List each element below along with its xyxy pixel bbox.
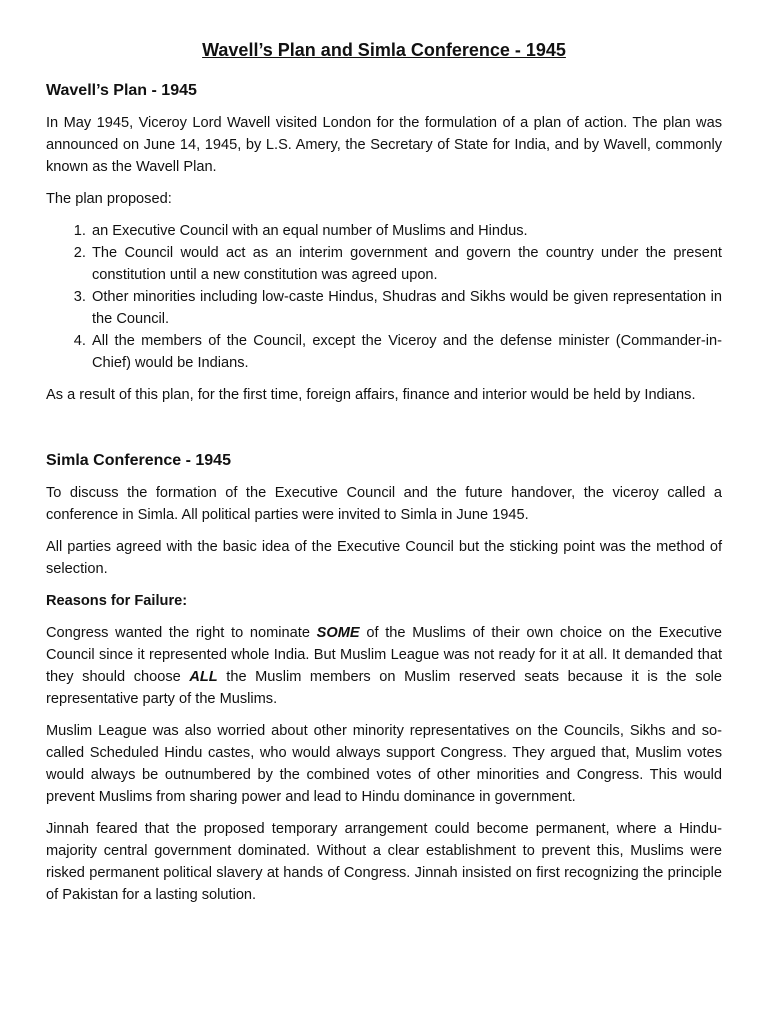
list-item: 3. Other minorities including low-caste Hindus, Shudras and Sikhs would be given representation in the Council.: [90, 286, 722, 330]
document-title: Wavell’s Plan and Simla Conference - 1945: [202, 40, 566, 60]
emphasis-some: SOME: [316, 625, 360, 641]
plan-proposals-list: [46, 220, 722, 374]
list-item: 4. All the members of the Council, except the Viceroy and the defense minister (Commander-in-Chief) would be Indians.: [90, 330, 722, 374]
wavell-plan-section: [46, 80, 722, 406]
emphasis-all: ALL: [189, 669, 218, 685]
simla-paragraph-5: Jinnah feared that the proposed temporary arrangement could become permanent, where a Hindu-majority central government dominated. Without a clear establishment to prevent this, Muslims were risked permanent political slavery at hands of Congress. Jinnah insisted on first recognizing the principle of Pakistan for a lasting solution.: [46, 821, 722, 903]
simla-paragraph-3: [46, 622, 722, 710]
simla-paragraph-1: To discuss the formation of the Executive Council and the future handover, the viceroy called a conference in Simla. All political parties were invited to Simla in June 1945.: [46, 485, 722, 523]
wavell-intro-paragraph: In May 1945, Viceroy Lord Wavell visited London for the formulation of a plan of action. The plan was announced on June 14, 1945, by L.S. Amery, the Secretary of State for India, and by Wavell, commonly known as the Wavell Plan.: [46, 115, 722, 175]
wavell-plan-heading: Wavell’s Plan - 1945: [46, 82, 197, 99]
reasons-for-failure-label: Reasons for Failure:: [46, 593, 188, 609]
list-item: 1. an Executive Council with an equal number of Muslims and Hindus.: [90, 220, 722, 242]
text-run: Congress wanted the right to nominate: [46, 625, 317, 641]
plan-proposed-label: The plan proposed:: [46, 191, 172, 207]
text-run: the Muslim members on Muslim reserved seats because it is the sole representative party of the Muslims.: [46, 669, 722, 707]
text-run: of the Muslims of their own choice on the Executive Council since it represented whole India. But Muslim League was not ready for it at all. It demanded that they should choose: [46, 625, 722, 685]
wavell-result-paragraph: As a result of this plan, for the first time, foreign affairs, finance and interior would be held by Indians.: [46, 387, 696, 403]
simla-paragraph-2: All parties agreed with the basic idea of the Executive Council but the sticking point was the method of selection.: [46, 539, 722, 577]
simla-conference-section: [46, 450, 722, 906]
list-item: 2. The Council would act as an interim government and govern the country under the present constitution until a new constitution was agreed upon.: [90, 242, 722, 286]
simla-conference-heading: Simla Conference - 1945: [46, 452, 231, 469]
section-spacer: [46, 416, 722, 450]
simla-paragraph-4: Muslim League was also worried about other minority representatives on the Councils, Sikhs and so-called Scheduled Hindu castes, who would always support Congress. They argued that, Muslim votes would always be outnumbered by the combined votes of other minorities and Congress. This would prevent Muslims from sharing power and lead to Hindu dominance in government.: [46, 723, 722, 805]
